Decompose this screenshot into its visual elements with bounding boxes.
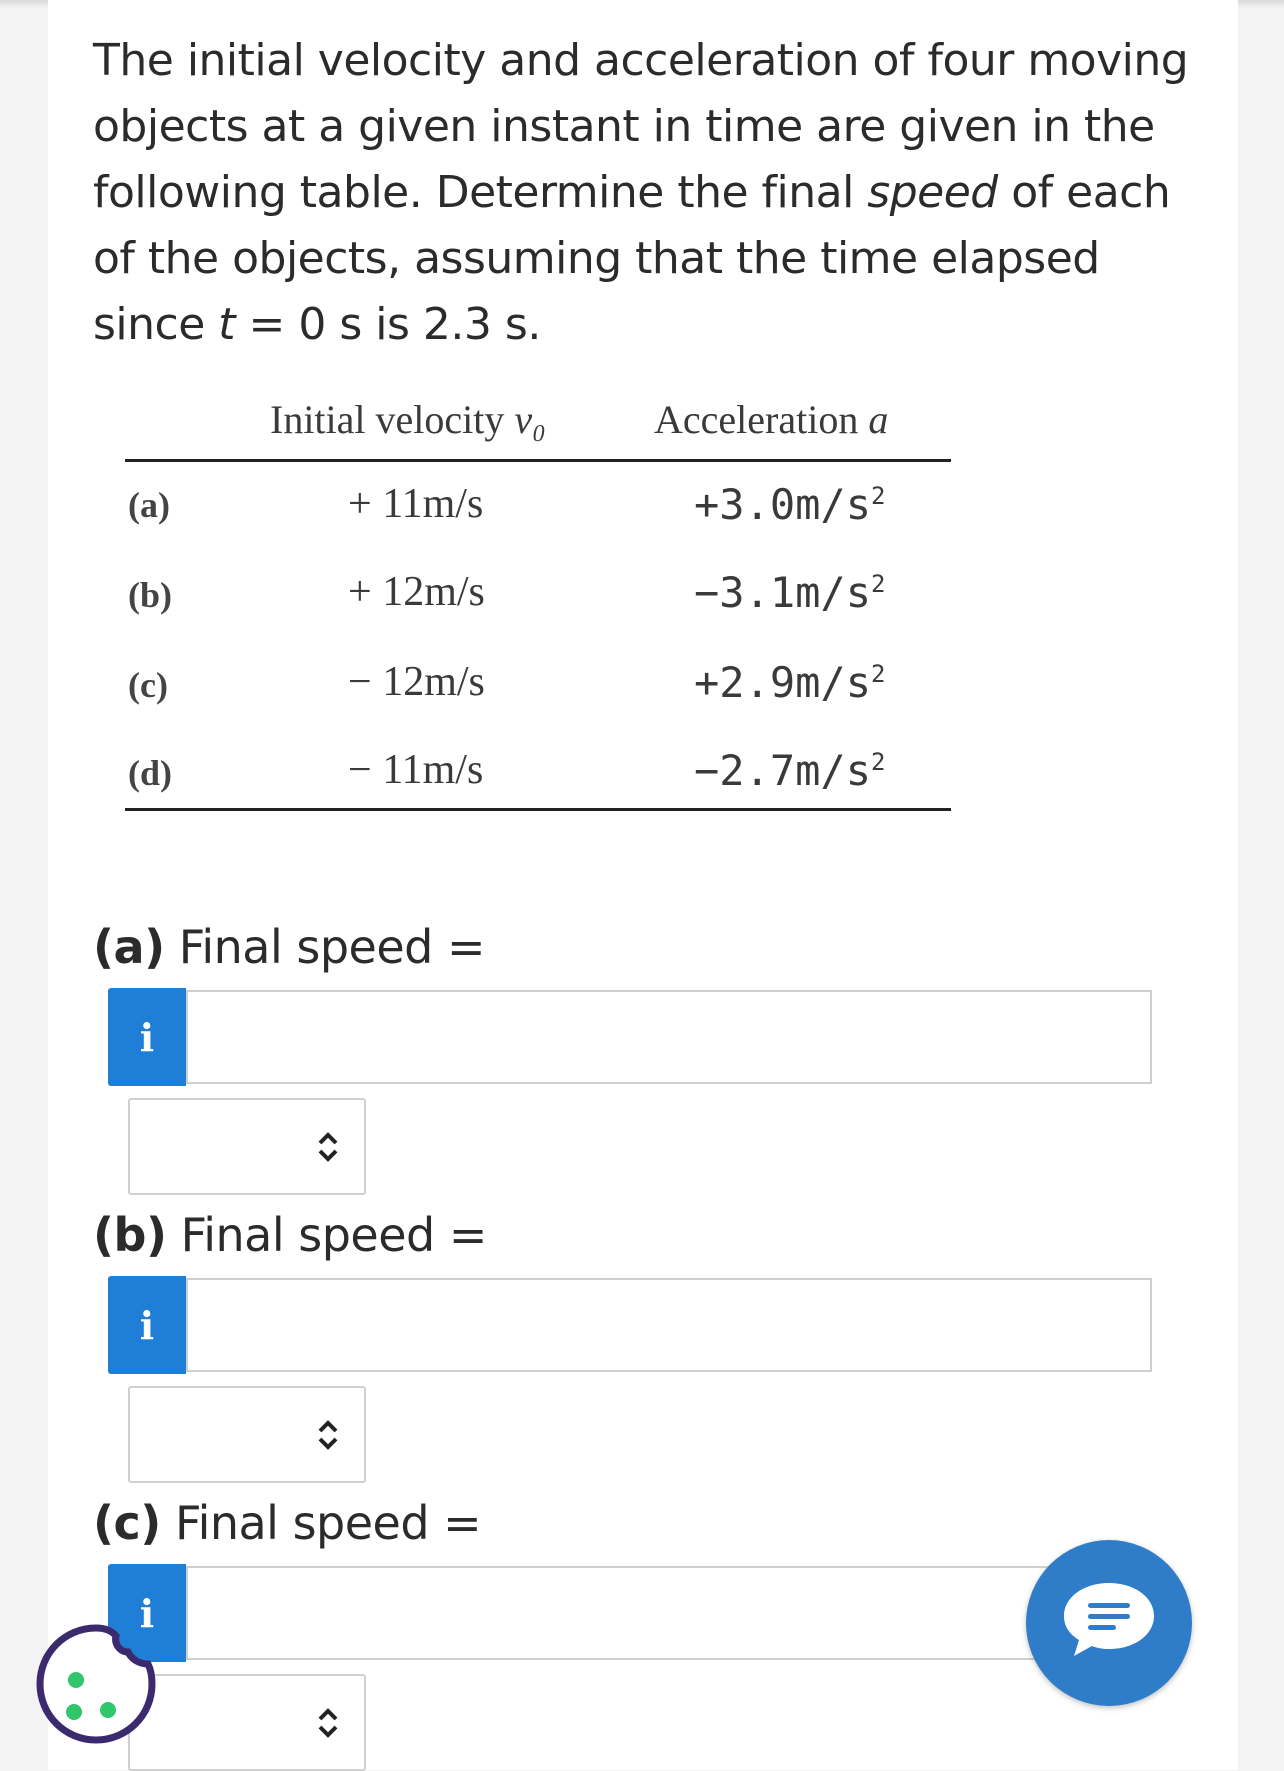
velocity-cell: − 11m/s xyxy=(348,747,484,793)
acceleration-cell: $+3.0m/s^2$ xyxy=(694,480,886,529)
table-top-rule xyxy=(125,459,951,462)
question-text: The initial velocity and acceleration of four moving objects at a given instant in time are given in the following table. Determine the final speed of each of the objects, assuming that the time elapsed since t = 0 s is 2.3 s. xyxy=(93,35,1189,350)
answer-c-label: (c) Final speed = xyxy=(93,1496,482,1550)
acceleration-cell: $-3.1m/s^2$ xyxy=(694,568,886,617)
final-speed-a-input[interactable] xyxy=(186,990,1152,1084)
up-down-chevron-icon xyxy=(314,1413,342,1457)
answer-b-label: (b) Final speed = xyxy=(93,1208,487,1262)
acceleration-cell: $+2.9m/s^2$ xyxy=(694,658,886,707)
data-table xyxy=(0,0,1284,830)
up-down-chevron-icon xyxy=(314,1701,342,1745)
header-initial-velocity: Initial velocity v₀ xyxy=(270,397,547,442)
table-bottom-rule xyxy=(125,808,951,811)
final-speed-c-input[interactable] xyxy=(186,1566,1152,1660)
info-button[interactable]: i xyxy=(108,1276,186,1374)
up-down-chevron-icon xyxy=(314,1125,342,1169)
info-button[interactable]: i xyxy=(108,988,186,1086)
header-acceleration: Acceleration a xyxy=(654,397,889,442)
answer-a-label: (a) Final speed = xyxy=(93,920,485,974)
units-select-c[interactable] xyxy=(128,1674,366,1771)
velocity-cell: + 12m/s xyxy=(348,569,485,615)
final-speed-b-input[interactable] xyxy=(186,1278,1152,1372)
row-label: (a) xyxy=(128,485,170,525)
velocity-cell: + 11m/s xyxy=(348,481,484,527)
row-label: (d) xyxy=(128,753,172,793)
units-select-b[interactable] xyxy=(128,1386,366,1483)
row-label: (b) xyxy=(128,575,172,615)
cookie-icon[interactable] xyxy=(34,1622,158,1746)
row-label: (c) xyxy=(128,665,168,705)
chat-bubble-icon xyxy=(1026,1540,1192,1706)
units-select-a[interactable] xyxy=(128,1098,366,1195)
velocity-cell: − 12m/s xyxy=(348,659,485,705)
info-button[interactable]: i xyxy=(108,1564,186,1662)
acceleration-cell: $-2.7m/s^2$ xyxy=(694,746,886,795)
chat-button[interactable] xyxy=(1026,1540,1192,1706)
